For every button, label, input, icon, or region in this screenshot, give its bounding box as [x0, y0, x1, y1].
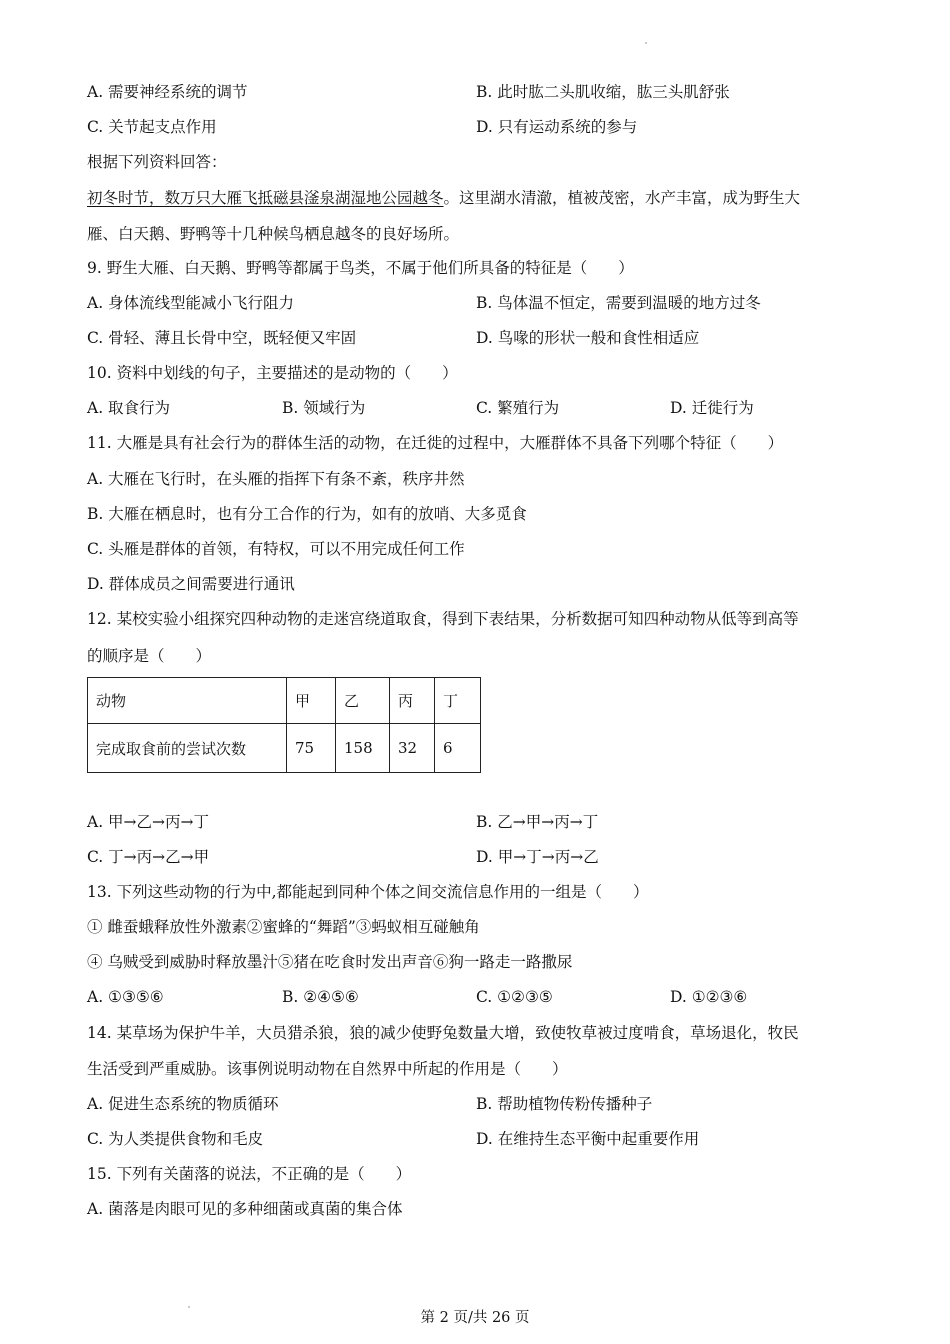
q11-option-a: A. 大雁在飞行时，在头雁的指挥下有条不紊，秩序井然 [87, 470, 465, 488]
table-header-cell: 甲 [287, 678, 336, 724]
table-header-cell: 丙 [390, 678, 435, 724]
q13-option-a: A. ①③⑤⑥ [87, 988, 164, 1006]
q9-stem: 9. 野生大雁、白天鹅、野鸭等都属于鸟类，不属于他们所具备的特征是（ ） [87, 259, 634, 277]
q13-option-c: C. ①②③⑤ [476, 988, 553, 1006]
q8-option-d: D. 只有运动系统的参与 [476, 118, 638, 136]
material-underlined-sentence: 初冬时节，数万只大雁飞抵磁县滏泉湖湿地公园越冬 [87, 189, 444, 207]
q14-option-c: C. 为人类提供食物和毛皮 [87, 1130, 264, 1148]
q12-option-a: A. 甲→乙→丙→丁 [87, 813, 210, 831]
q14-stem-line1: 14. 某草场为保护牛羊，大员猎杀狼，狼的减少使野兔数量大增，致使牧草被过度啃食，草场退化，牧民 [87, 1024, 799, 1042]
q12-option-d: D. 甲→丁→丙→乙 [476, 848, 599, 866]
page-number: 第 2 页/共 26 页 [420, 1310, 530, 1326]
table-header-cell: 动物 [88, 678, 287, 724]
q15-option-a: A. 菌落是肉眼可见的多种细菌或真菌的集合体 [87, 1200, 403, 1218]
table-header-cell: 乙 [336, 678, 390, 724]
material-paragraph-line1 [87, 188, 800, 208]
q12-option-b: B. 乙→甲→丙→丁 [476, 813, 599, 831]
table-cell: 6 [435, 724, 481, 773]
q13-option-b: B. ②④⑤⑥ [282, 988, 359, 1006]
q9-option-c: C. 骨轻、薄且长骨中空，既轻便又牢固 [87, 329, 357, 347]
q13-items-line1: ① 雌蚕蛾释放性外激素②蜜蜂的“舞蹈”③蚂蚁相互碰触角 [87, 918, 480, 936]
q9-option-a: A. 身体流线型能减小飞行阻力 [87, 294, 295, 312]
q12-option-c: C. 丁→丙→乙→甲 [87, 848, 210, 866]
q14-option-d: D. 在维持生态平衡中起重要作用 [476, 1130, 700, 1148]
q12-stem-line1: 12. 某校实验小组探究四种动物的走迷宫绕道取食，得到下表结果，分析数据可知四种动物从低等到高等 [87, 610, 799, 628]
q14-option-b: B. 帮助植物传粉传播种子 [476, 1095, 653, 1113]
q11-option-d: D. 群体成员之间需要进行通讯 [87, 575, 295, 593]
table-row [88, 724, 481, 773]
q11-stem: 11. 大雁是具有社会行为的群体生活的动物，在迁徙的过程中，大雁群体不具备下列哪个特征（ ） [87, 434, 784, 452]
q10-option-b: B. 领域行为 [282, 399, 366, 417]
q9-option-d: D. 鸟喙的形状一般和食性相适应 [476, 329, 700, 347]
q9-option-b: B. 鸟体温不恒定，需要到温暖的地方过冬 [476, 294, 761, 312]
q8-option-a: A. 需要神经系统的调节 [87, 83, 248, 101]
q12-data-table [87, 677, 481, 773]
q11-option-c: C. 头雁是群体的首领，有特权，可以不用完成任何工作 [87, 540, 465, 558]
q10-option-c: C. 繁殖行为 [476, 399, 560, 417]
q8-option-b: B. 此时肱二头肌收缩，肱三头肌舒张 [476, 83, 730, 101]
q10-option-a: A. 取食行为 [87, 399, 171, 417]
material-text: 。这里湖水清澈，植被茂密，水产丰富，成为野生大 [443, 189, 801, 207]
table-cell: 75 [287, 724, 336, 773]
q11-option-b: B. 大雁在栖息时，也有分工合作的行为，如有的放哨、大多觅食 [87, 505, 527, 523]
q14-stem-line2: 生活受到严重威胁。该事例说明动物在自然界中所起的作用是（ ） [87, 1060, 568, 1078]
material-intro: 根据下列资料回答： [87, 153, 227, 171]
q12-stem-line2: 的顺序是（ ） [87, 647, 212, 665]
q15-stem: 15. 下列有关菌落的说法，不正确的是（ ） [87, 1165, 412, 1183]
q13-stem: 13. 下列这些动物的行为中,都能起到同种个体之间交流信息作用的一组是（ ） [87, 883, 649, 901]
q13-items-line2: ④ 乌贼受到威胁时释放墨汁⑤猪在吃食时发出声音⑥狗一路走一路撒尿 [87, 953, 573, 971]
table-header-row [88, 678, 481, 724]
q10-option-d: D. 迁徙行为 [670, 399, 754, 417]
table-cell: 158 [336, 724, 390, 773]
q13-option-d: D. ①②③⑥ [670, 988, 748, 1006]
q14-option-a: A. 促进生态系统的物质循环 [87, 1095, 279, 1113]
material-paragraph-line2: 雁、白天鹅、野鸭等十几种候鸟栖息越冬的良好场所。 [87, 225, 460, 243]
scan-dot-top [645, 42, 647, 44]
table-cell: 32 [390, 724, 435, 773]
q10-stem: 10. 资料中划线的句子，主要描述的是动物的（ ） [87, 364, 458, 382]
q8-option-c: C. 关节起支点作用 [87, 118, 217, 136]
table-header-cell: 丁 [435, 678, 481, 724]
table-cell: 完成取食前的尝试次数 [88, 724, 287, 773]
